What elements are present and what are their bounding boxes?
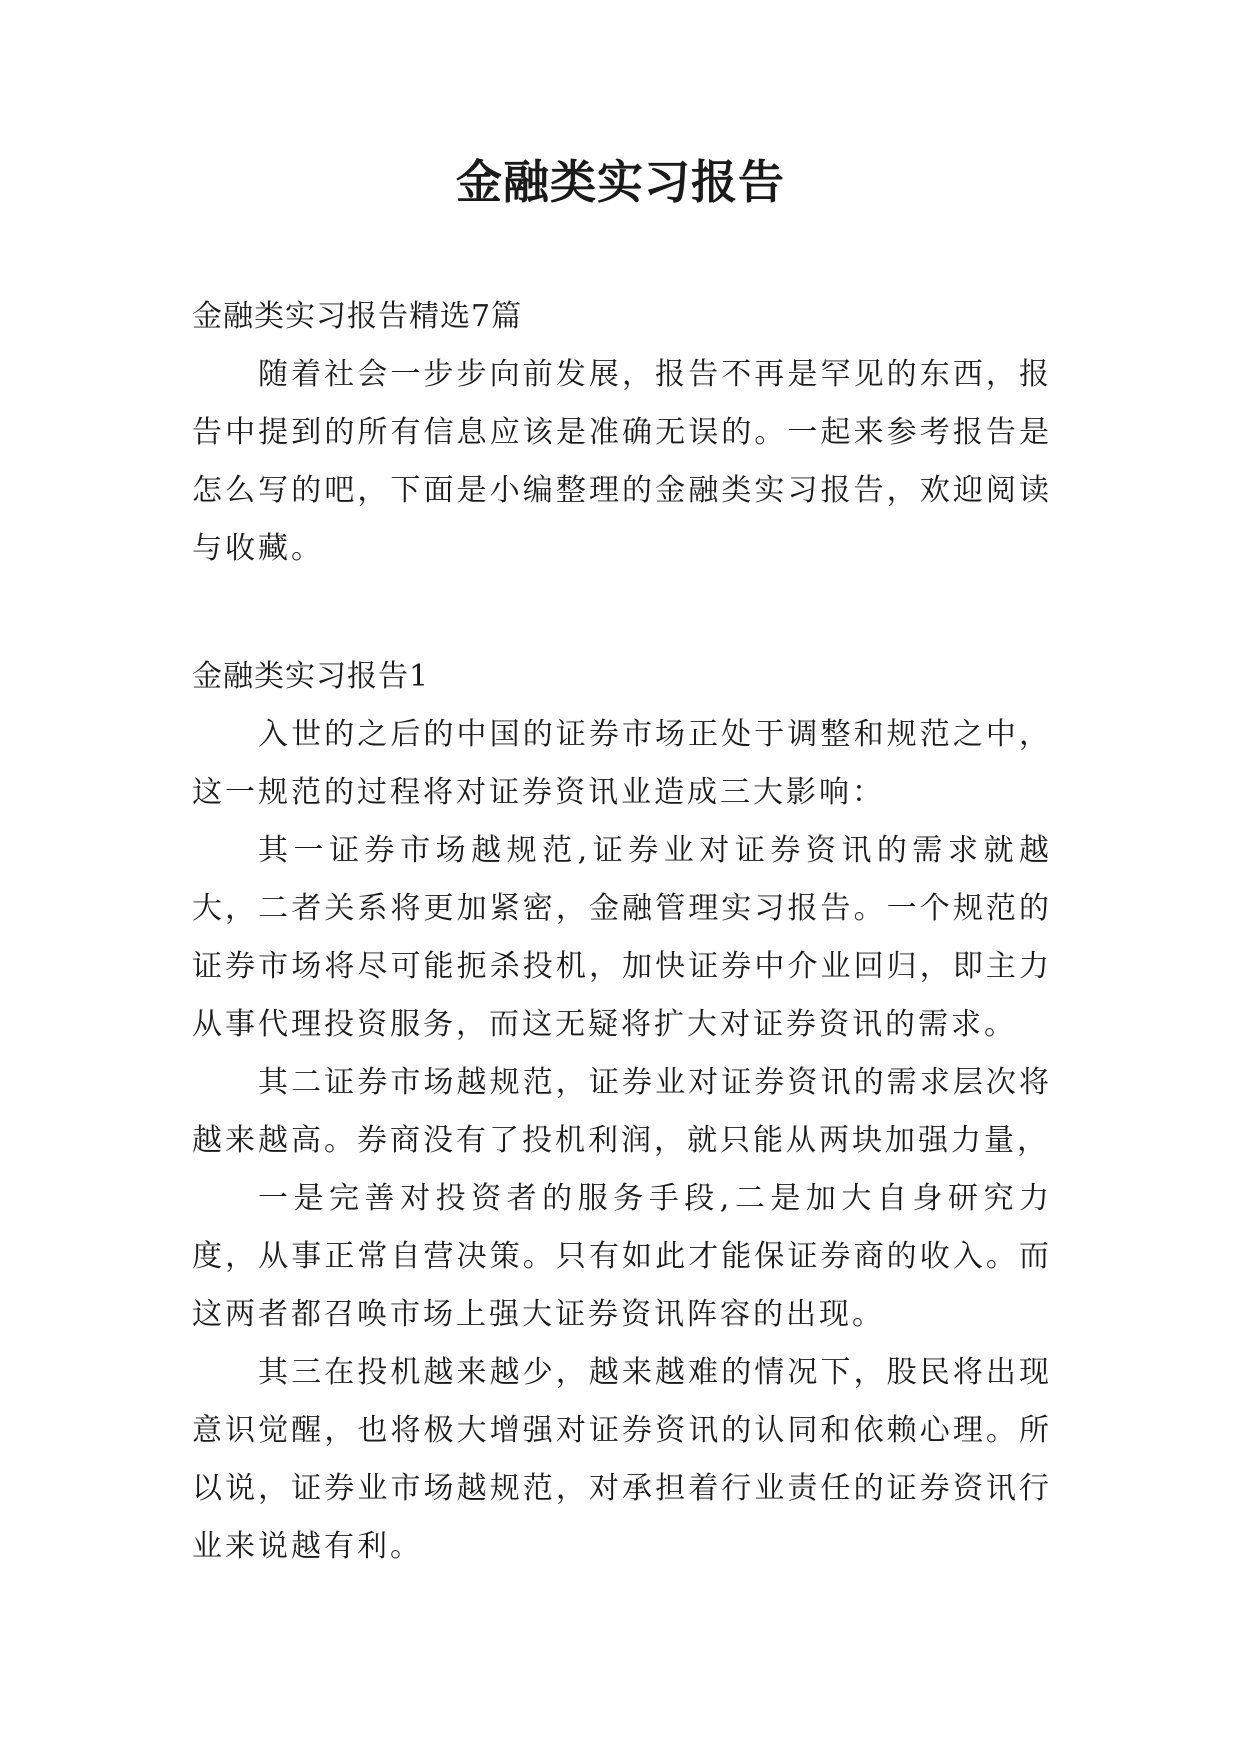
section-spacer [192,578,1052,648]
body-paragraph: 其三在投机越来越少，越来越难的情况下，股民将出现意识觉醒，也将极大增强对证券资讯的认同和依赖心理。所以说，证券业市场越规范，对承担着行业责任的证券资讯行业来说越有利。 [192,1355,1052,1564]
intro-paragraph: 随着社会一步步向前发展，报告不再是罕见的东西，报告中提到的所有信息应该是准确无误的。一起来参考报告是怎么写的吧，下面是小编整理的金融类实习报告，欢迎阅读与收藏。 [192,357,1052,566]
section-heading: 金融类实习报告1 [192,659,430,694]
body-paragraph: 入世的之后的中国的证券市场正处于调整和规范之中，这一规范的过程将对证券资讯业造成三大影响： [192,717,1052,810]
document-body [192,288,1052,1576]
body-paragraph: 其二证券市场越规范，证券业对证券资讯的需求层次将越来越高。券商没有了投机利润，就只能从两块加强力量， [192,1065,1052,1158]
body-paragraph: 其一证券市场越规范,证券业对证券资讯的需求就越大，二者关系将更加紧密，金融管理实习报告。一个规范的证券市场将尽可能扼杀投机，加快证券中介业回归，即主力从事代理投资服务，而这无疑将扩大对证券资讯的需求。 [192,833,1052,1042]
body-paragraph: 一是完善对投资者的服务手段,二是加大自身研究力度，从事正常自营决策。只有如此才能保证券商的收入。而这两者都召唤市场上强大证券资讯阵容的出现。 [192,1181,1052,1332]
document-title: 金融类实习报告 [456,155,785,209]
document-subtitle: 金融类实习报告精选7篇 [192,299,523,334]
